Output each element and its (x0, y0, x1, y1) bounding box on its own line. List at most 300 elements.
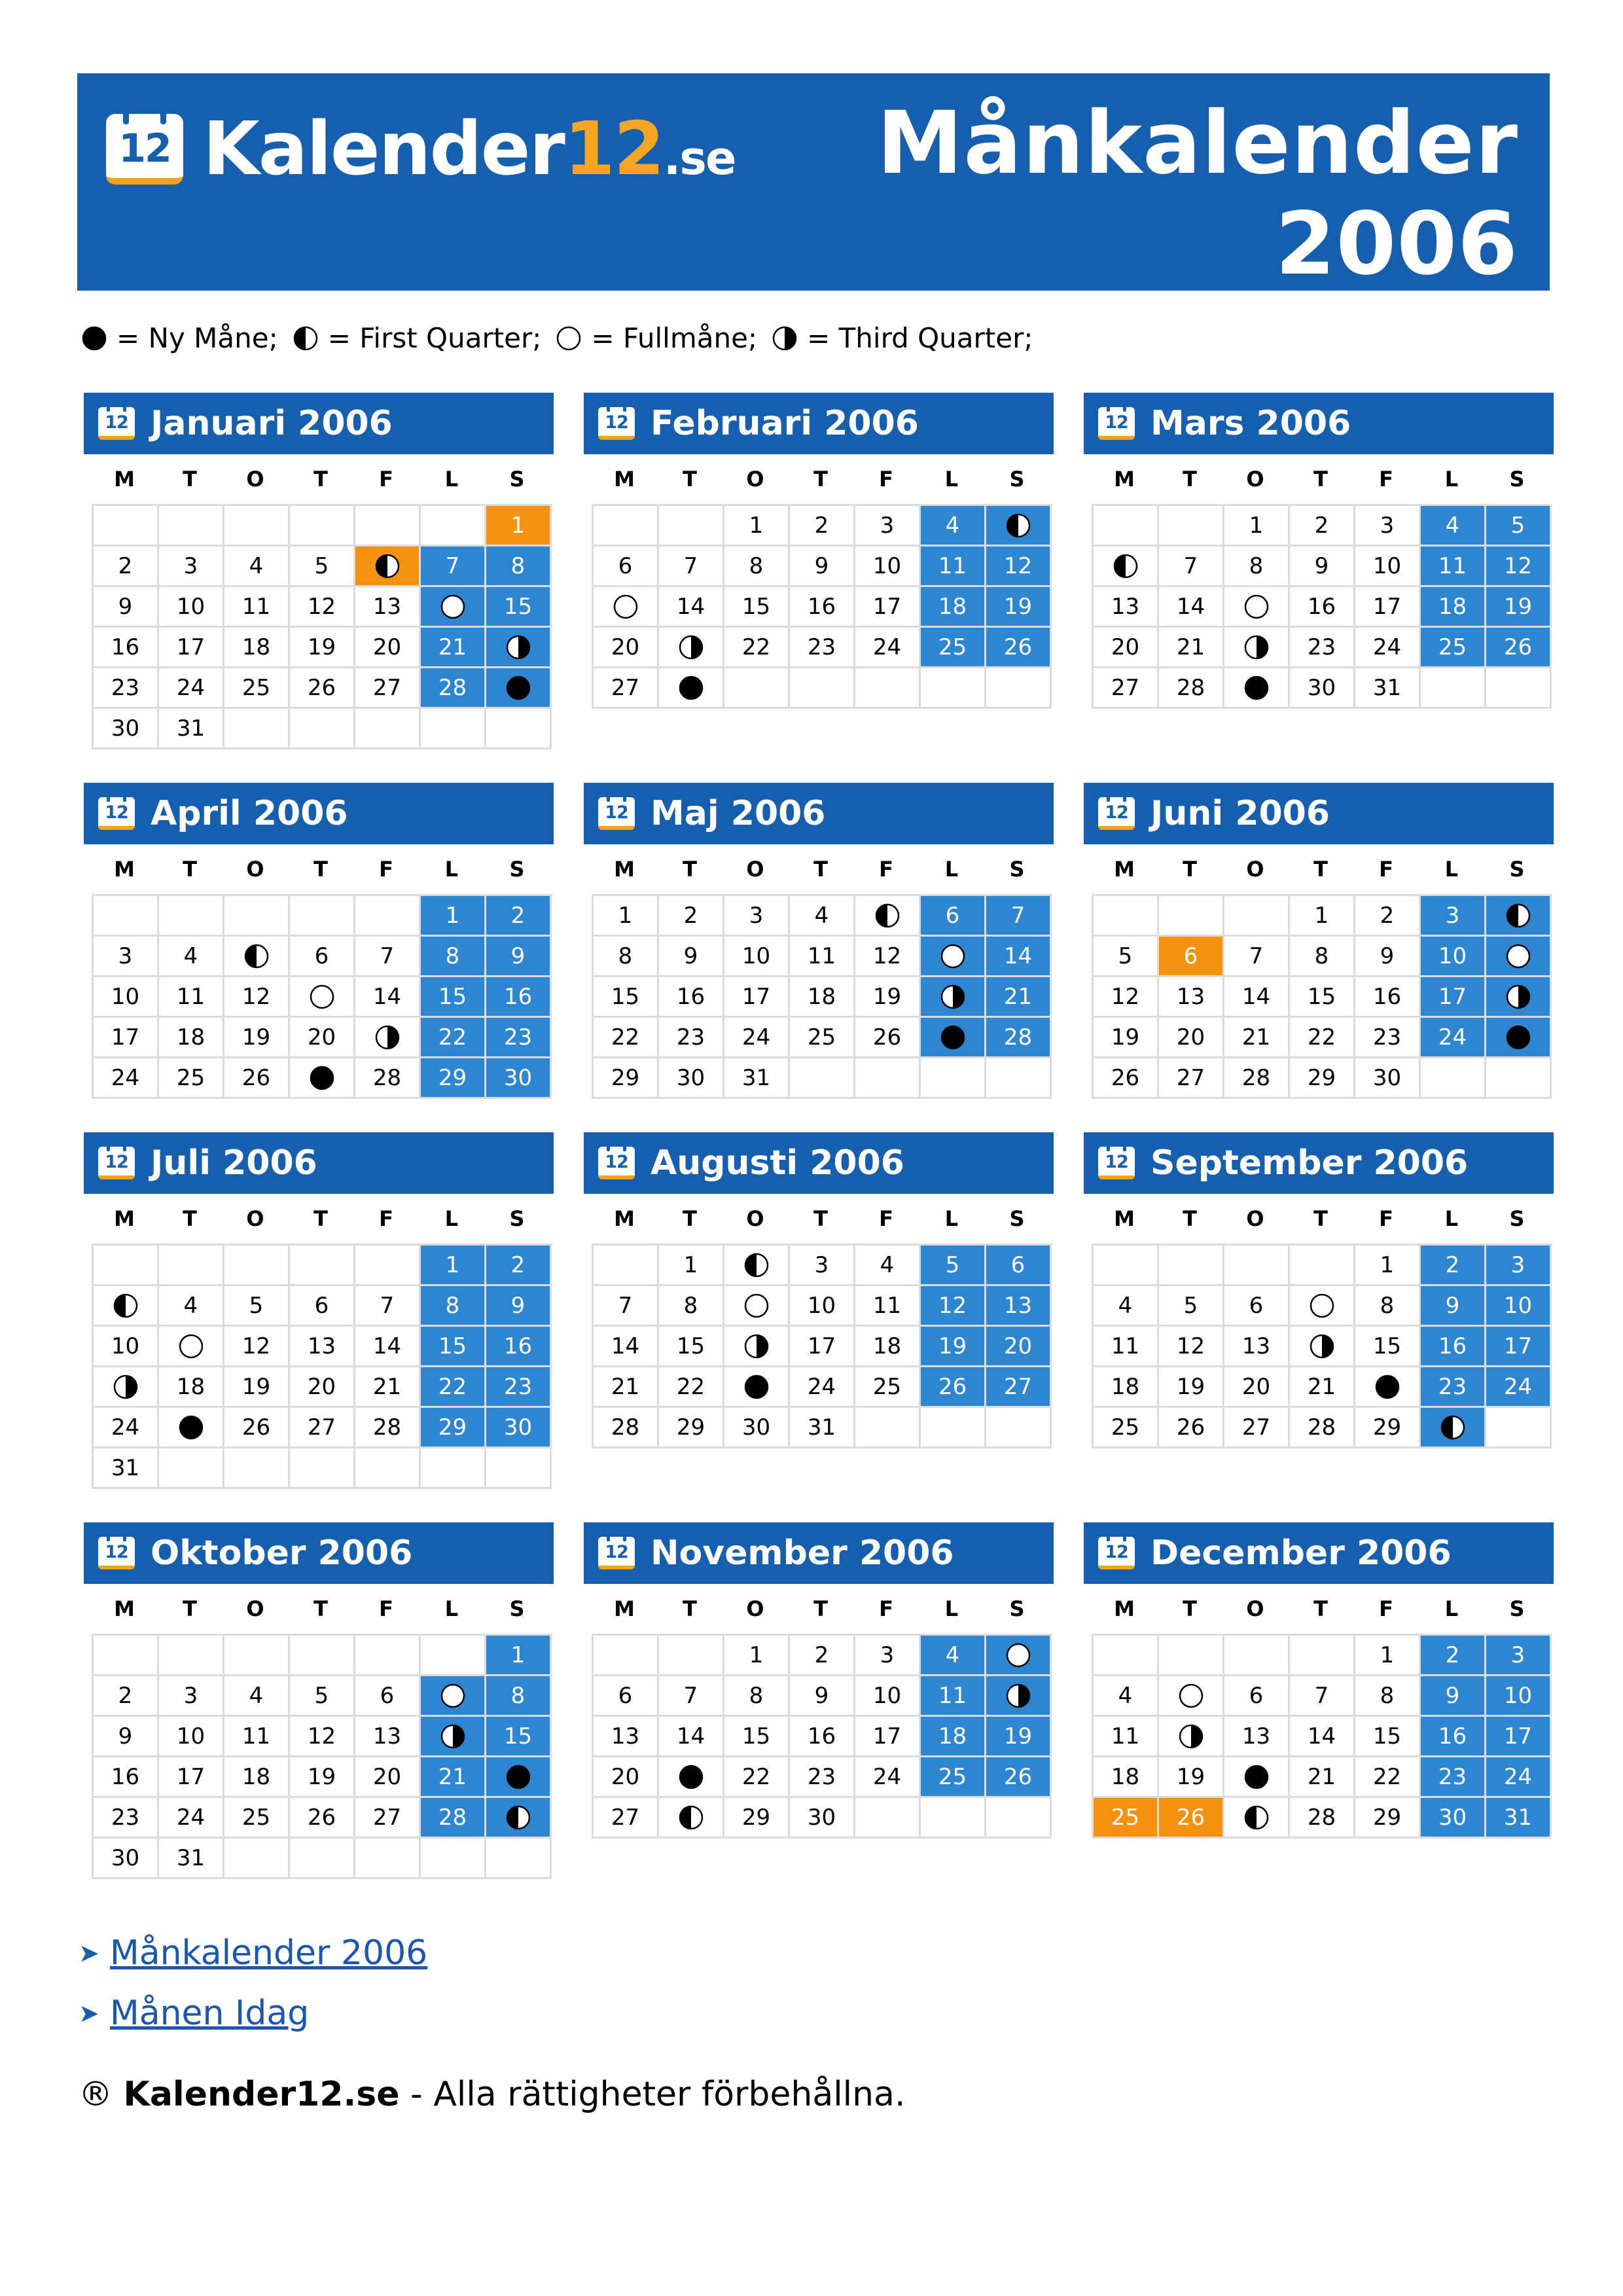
month-title: Augusti 2006 (651, 1143, 904, 1183)
empty-cell (421, 506, 486, 547)
logo-text: Kalender12.se (203, 107, 736, 192)
weekday-label: T (1183, 1596, 1197, 1621)
day-cell: 25 (855, 1367, 921, 1408)
day-cell: 24 (94, 1408, 159, 1448)
day-cell (290, 977, 355, 1018)
day-cell: 20 (355, 628, 421, 668)
day-cell: 19 (986, 1717, 1052, 1757)
day-cell: 30 (486, 1408, 552, 1448)
first-quarter-icon (113, 1293, 139, 1319)
empty-cell (790, 668, 855, 709)
calendar-icon: 12 (1098, 797, 1135, 830)
day-cell: 28 (1224, 1058, 1290, 1099)
day-cell: 26 (921, 1367, 986, 1408)
day-cell: 5 (224, 1286, 290, 1327)
day-cell: 9 (1421, 1286, 1486, 1327)
day-grid (1092, 1634, 1552, 1839)
weekday-label: F (379, 1206, 393, 1231)
day-cell: 10 (1486, 1286, 1552, 1327)
day-cell (486, 628, 552, 668)
day-cell: 11 (224, 587, 290, 628)
day-cell: 19 (1094, 1018, 1159, 1058)
day-cell: 23 (486, 1367, 552, 1408)
day-cell (986, 1676, 1052, 1717)
empty-cell (224, 896, 290, 937)
day-cell: 12 (1094, 977, 1159, 1018)
moon-calendar-link[interactable]: Månkalender 2006 (109, 1933, 428, 1973)
weekday-label: T (1313, 467, 1328, 492)
empty-cell (921, 1058, 986, 1099)
weekday-label: F (879, 467, 893, 492)
calendar-icon: 12 (98, 1537, 135, 1570)
day-cell: 30 (1355, 1058, 1421, 1099)
day-cell: 19 (986, 587, 1052, 628)
day-cell: 8 (1224, 547, 1290, 587)
weekday-label: T (313, 467, 328, 492)
day-cell: 24 (94, 1058, 159, 1099)
day-cell: 2 (659, 896, 724, 937)
day-grid (92, 504, 552, 749)
month-calendar (584, 1132, 1054, 1448)
day-cell: 17 (159, 1757, 224, 1798)
arrow-right-icon: ➤ (79, 1939, 99, 1967)
day-cell: 17 (855, 1717, 921, 1757)
day-cell (921, 1018, 986, 1058)
weekday-label: S (1509, 1206, 1525, 1231)
weekday-label: O (746, 1206, 764, 1231)
day-cell (594, 587, 659, 628)
day-cell (355, 547, 421, 587)
day-grid (1092, 1244, 1552, 1448)
day-cell: 11 (1094, 1327, 1159, 1367)
day-cell: 9 (486, 937, 552, 977)
weekday-label: T (183, 857, 197, 882)
day-cell: 12 (921, 1286, 986, 1327)
logo[interactable] (106, 107, 736, 192)
day-cell: 8 (1355, 1676, 1421, 1717)
day-cell: 19 (1159, 1757, 1224, 1798)
day-cell: 26 (1094, 1058, 1159, 1099)
weekday-label: M (614, 1206, 635, 1231)
day-cell: 23 (1355, 1018, 1421, 1058)
empty-cell (855, 668, 921, 709)
day-cell: 24 (855, 1757, 921, 1798)
month-title: September 2006 (1150, 1143, 1469, 1183)
empty-cell (594, 1246, 659, 1286)
weekday-label: L (444, 1206, 459, 1231)
day-cell (855, 896, 921, 937)
empty-cell (486, 1448, 552, 1489)
weekday-label: S (509, 1206, 525, 1231)
day-cell: 27 (355, 668, 421, 709)
day-cell: 12 (224, 977, 290, 1018)
empty-cell (290, 1636, 355, 1676)
weekday-label: M (114, 1596, 135, 1621)
third-quarter-icon (374, 1024, 401, 1050)
weekday-label: L (944, 1206, 959, 1231)
empty-cell (159, 896, 224, 937)
empty-cell (290, 896, 355, 937)
day-cell: 2 (1290, 506, 1355, 547)
first-quarter-icon (505, 1804, 531, 1831)
weekday-label: O (246, 857, 264, 882)
day-cell (1421, 1408, 1486, 1448)
weekday-label: L (944, 857, 959, 882)
weekday-label: L (1444, 857, 1459, 882)
empty-cell (855, 1408, 921, 1448)
day-cell: 3 (159, 547, 224, 587)
day-cell: 6 (1159, 937, 1224, 977)
day-cell: 10 (855, 547, 921, 587)
empty-cell (94, 896, 159, 937)
day-cell: 30 (790, 1798, 855, 1839)
day-cell: 3 (724, 896, 790, 937)
empty-cell (1421, 668, 1486, 709)
weekday-label: F (379, 857, 393, 882)
day-cell: 25 (921, 1757, 986, 1798)
empty-cell (355, 1839, 421, 1879)
day-cell: 9 (1421, 1676, 1486, 1717)
day-cell (659, 668, 724, 709)
day-cell: 11 (921, 547, 986, 587)
day-cell: 15 (659, 1327, 724, 1367)
month-header (584, 1522, 1054, 1584)
day-cell: 8 (594, 937, 659, 977)
empty-cell (224, 1636, 290, 1676)
day-cell: 4 (1094, 1676, 1159, 1717)
full-moon-icon (1309, 1293, 1335, 1319)
day-cell (421, 587, 486, 628)
day-cell: 19 (921, 1327, 986, 1367)
empty-cell (659, 1636, 724, 1676)
day-cell: 11 (1421, 547, 1486, 587)
day-cell: 19 (224, 1018, 290, 1058)
empty-cell (159, 1636, 224, 1676)
day-cell: 21 (355, 1367, 421, 1408)
weekday-label: O (746, 857, 764, 882)
empty-cell (290, 506, 355, 547)
third-quarter-icon (1505, 984, 1531, 1010)
day-cell: 1 (1355, 1246, 1421, 1286)
weekday-label: L (444, 857, 459, 882)
day-cell (94, 1286, 159, 1327)
day-cell: 24 (1486, 1367, 1552, 1408)
calendar-icon: 12 (598, 407, 635, 440)
day-cell: 28 (421, 1798, 486, 1839)
day-cell: 14 (1290, 1717, 1355, 1757)
day-cell: 6 (594, 547, 659, 587)
weekday-label: O (1246, 1206, 1264, 1231)
day-cell: 16 (486, 1327, 552, 1367)
weekday-label: O (1246, 857, 1264, 882)
day-cell: 2 (790, 1636, 855, 1676)
new-moon-icon (505, 675, 531, 701)
day-cell: 10 (1421, 937, 1486, 977)
weekday-label: L (444, 1596, 459, 1621)
legend-label: = First Quarter; (327, 322, 542, 354)
day-cell: 21 (1290, 1757, 1355, 1798)
empty-cell (94, 506, 159, 547)
day-cell: 7 (355, 1286, 421, 1327)
first-quarter-icon (1113, 553, 1139, 579)
day-cell (1159, 1676, 1224, 1717)
day-cell: 6 (1224, 1676, 1290, 1717)
weekday-header (1084, 1584, 1554, 1634)
month-calendar (1084, 393, 1554, 709)
empty-cell (159, 1448, 224, 1489)
day-cell: 23 (94, 668, 159, 709)
month-title: Juni 2006 (1150, 794, 1330, 833)
empty-cell (659, 506, 724, 547)
day-cell: 17 (1355, 587, 1421, 628)
month-header (84, 1522, 554, 1584)
month-calendar (1084, 783, 1554, 1099)
empty-cell (290, 1839, 355, 1879)
day-cell: 11 (224, 1717, 290, 1757)
weekday-label: F (1379, 1596, 1393, 1621)
month-header (1084, 1132, 1554, 1194)
day-cell: 28 (986, 1018, 1052, 1058)
day-cell: 13 (594, 1717, 659, 1757)
day-cell (1224, 1798, 1290, 1839)
day-cell: 7 (421, 547, 486, 587)
link-row (79, 1932, 427, 1974)
day-cell: 13 (1224, 1327, 1290, 1367)
new-moon-icon (1505, 1024, 1531, 1050)
empty-cell (1290, 1246, 1355, 1286)
weekday-label: T (813, 1596, 828, 1621)
day-cell: 12 (290, 1717, 355, 1757)
day-cell: 16 (486, 977, 552, 1018)
day-grid (592, 894, 1052, 1099)
day-cell: 3 (790, 1246, 855, 1286)
day-cell (724, 1327, 790, 1367)
day-cell: 20 (1094, 628, 1159, 668)
day-cell: 6 (290, 1286, 355, 1327)
day-cell: 3 (855, 506, 921, 547)
day-cell: 6 (290, 937, 355, 977)
month-title: Juli 2006 (151, 1143, 317, 1183)
day-cell (659, 1798, 724, 1839)
day-cell (1224, 1757, 1290, 1798)
full-moon-icon (1178, 1683, 1204, 1709)
weekday-label: M (1114, 1596, 1135, 1621)
day-cell: 9 (659, 937, 724, 977)
day-cell (94, 1367, 159, 1408)
weekday-label: T (313, 1596, 328, 1621)
day-cell: 11 (1094, 1717, 1159, 1757)
empty-cell (1224, 1636, 1290, 1676)
weekday-label: M (114, 467, 135, 492)
day-cell: 12 (1159, 1327, 1224, 1367)
month-header (1084, 783, 1554, 844)
day-cell: 1 (421, 1246, 486, 1286)
empty-cell (159, 1246, 224, 1286)
day-cell: 26 (986, 1757, 1052, 1798)
day-cell: 18 (159, 1367, 224, 1408)
day-cell: 21 (421, 1757, 486, 1798)
copyright: ® Kalender12.se - Alla rättigheter förbehållna. (79, 2075, 906, 2114)
day-grid (1092, 894, 1552, 1099)
weekday-label: S (1009, 1206, 1025, 1231)
weekday-label: T (683, 467, 697, 492)
first-quarter-icon (1005, 512, 1031, 539)
day-grid (592, 1634, 1052, 1839)
day-cell: 10 (159, 1717, 224, 1757)
day-cell: 18 (224, 1757, 290, 1798)
moon-today-link[interactable]: Månen Idag (109, 1994, 310, 2033)
full-moon-icon (440, 1683, 466, 1709)
empty-cell (790, 1058, 855, 1099)
empty-cell (159, 506, 224, 547)
calendar-icon: 12 (1098, 1147, 1135, 1179)
empty-cell (1486, 668, 1552, 709)
day-cell: 3 (159, 1676, 224, 1717)
calendar-icon: 12 (598, 1147, 635, 1179)
day-cell: 22 (1290, 1018, 1355, 1058)
day-cell: 29 (724, 1798, 790, 1839)
day-cell: 18 (790, 977, 855, 1018)
day-cell: 16 (1421, 1717, 1486, 1757)
day-cell: 26 (290, 1798, 355, 1839)
day-cell: 23 (1421, 1757, 1486, 1798)
day-cell: 14 (355, 977, 421, 1018)
day-cell: 12 (290, 587, 355, 628)
day-cell (159, 1408, 224, 1448)
day-cell: 1 (1224, 506, 1290, 547)
day-cell: 29 (1355, 1798, 1421, 1839)
link-row (79, 1992, 427, 2034)
weekday-label: O (246, 467, 264, 492)
day-grid (92, 1244, 552, 1489)
day-cell: 13 (1224, 1717, 1290, 1757)
day-cell: 6 (986, 1246, 1052, 1286)
day-cell: 8 (486, 1676, 552, 1717)
calendar-icon: 12 (98, 797, 135, 830)
empty-cell (421, 709, 486, 749)
day-cell: 22 (1355, 1757, 1421, 1798)
empty-cell (486, 709, 552, 749)
first-quarter-icon (678, 1804, 704, 1831)
month-header (1084, 393, 1554, 454)
day-cell: 21 (1290, 1367, 1355, 1408)
day-cell: 1 (594, 896, 659, 937)
day-cell: 3 (855, 1636, 921, 1676)
day-cell: 15 (1355, 1327, 1421, 1367)
day-cell: 14 (594, 1327, 659, 1367)
weekday-label: S (1009, 857, 1025, 882)
day-cell: 2 (1421, 1246, 1486, 1286)
day-cell: 4 (921, 1636, 986, 1676)
day-cell: 15 (1290, 977, 1355, 1018)
day-cell: 10 (855, 1676, 921, 1717)
day-cell: 18 (921, 587, 986, 628)
day-cell: 3 (1486, 1636, 1552, 1676)
first-quarter-icon (1505, 903, 1531, 929)
day-cell: 9 (94, 1717, 159, 1757)
third-quarter-icon (1178, 1723, 1204, 1749)
empty-cell (921, 1408, 986, 1448)
empty-cell (1486, 1408, 1552, 1448)
day-cell: 11 (921, 1676, 986, 1717)
weekday-label: S (1509, 857, 1525, 882)
day-cell (486, 1798, 552, 1839)
weekday-label: L (1444, 1206, 1459, 1231)
day-cell: 4 (159, 1286, 224, 1327)
day-cell: 1 (724, 506, 790, 547)
day-cell: 2 (94, 1676, 159, 1717)
day-cell: 27 (986, 1367, 1052, 1408)
weekday-header (584, 1194, 1054, 1244)
weekday-label: L (1444, 1596, 1459, 1621)
month-calendar (84, 1522, 554, 1879)
empty-cell (1159, 506, 1224, 547)
third-quarter-icon (1309, 1333, 1335, 1359)
weekday-label: T (683, 1596, 697, 1621)
day-cell: 21 (986, 977, 1052, 1018)
third-quarter-icon (113, 1374, 139, 1400)
day-cell: 30 (486, 1058, 552, 1099)
day-cell: 26 (1486, 628, 1552, 668)
new-moon-icon (505, 1764, 531, 1790)
third-quarter-icon (440, 1723, 466, 1749)
day-cell: 14 (659, 587, 724, 628)
full-moon-icon (1005, 1642, 1031, 1668)
weekday-label: T (813, 1206, 828, 1231)
day-cell: 16 (1355, 977, 1421, 1018)
weekday-label: O (1246, 467, 1264, 492)
weekday-label: F (1379, 857, 1393, 882)
day-cell: 5 (1094, 937, 1159, 977)
day-cell: 9 (1355, 937, 1421, 977)
day-cell: 16 (659, 977, 724, 1018)
day-cell: 12 (986, 547, 1052, 587)
day-cell: 4 (224, 1676, 290, 1717)
day-cell: 8 (1355, 1286, 1421, 1327)
weekday-label: M (614, 857, 635, 882)
day-cell: 24 (1355, 628, 1421, 668)
day-cell: 31 (1355, 668, 1421, 709)
day-cell: 24 (159, 1798, 224, 1839)
day-cell (1224, 668, 1290, 709)
day-cell: 8 (486, 547, 552, 587)
day-cell: 24 (159, 668, 224, 709)
calendar-icon: 12 (598, 797, 635, 830)
day-cell: 30 (1421, 1798, 1486, 1839)
weekday-header (1084, 844, 1554, 894)
day-cell (659, 1757, 724, 1798)
day-cell: 22 (659, 1367, 724, 1408)
full-moon-icon (440, 594, 466, 620)
legend-label: = Fullmåne; (591, 322, 758, 354)
day-cell: 8 (724, 1676, 790, 1717)
day-cell: 25 (1421, 628, 1486, 668)
day-cell: 7 (594, 1286, 659, 1327)
day-cell: 13 (355, 587, 421, 628)
day-cell (1355, 1367, 1421, 1408)
weekday-header (1084, 1194, 1554, 1244)
empty-cell (94, 1636, 159, 1676)
day-cell (1290, 1286, 1355, 1327)
month-title: April 2006 (151, 794, 348, 833)
day-cell: 8 (724, 547, 790, 587)
day-cell: 25 (1094, 1798, 1159, 1839)
day-cell: 16 (94, 1757, 159, 1798)
day-cell: 20 (1159, 1018, 1224, 1058)
empty-cell (855, 1058, 921, 1099)
day-cell: 30 (659, 1058, 724, 1099)
empty-cell (986, 668, 1052, 709)
